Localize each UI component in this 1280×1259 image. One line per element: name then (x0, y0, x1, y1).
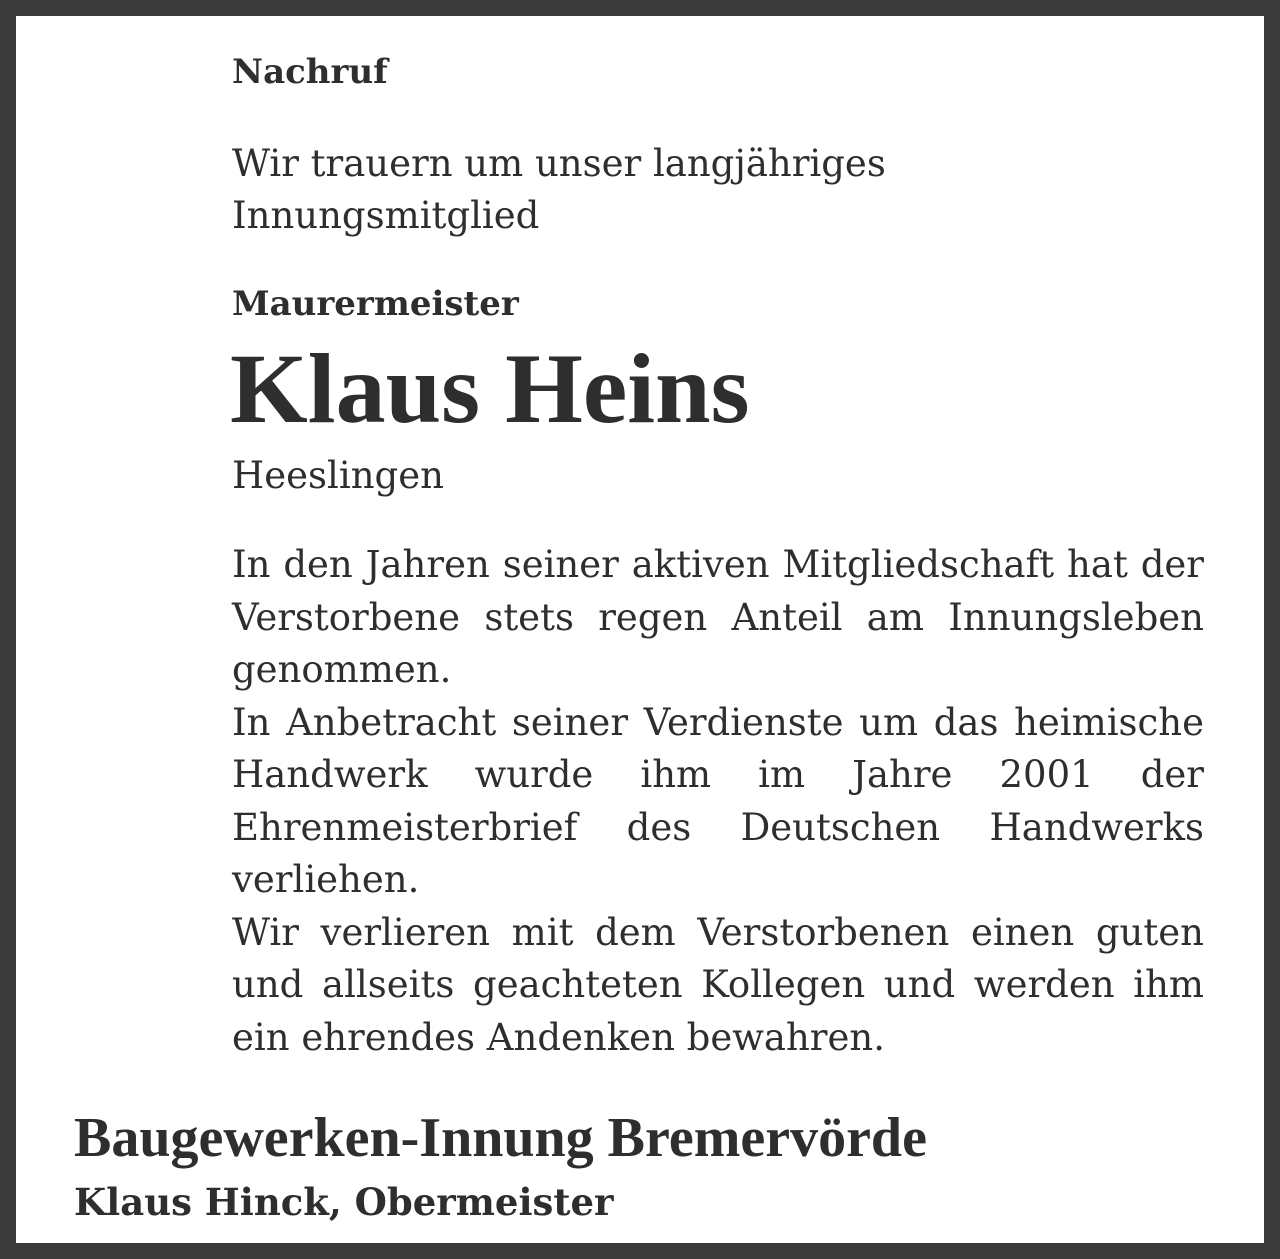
signer-line: Klaus Hinck, Obermeister (74, 1180, 614, 1224)
organization-name: Baugewerken-Innung Bremervörde (74, 1107, 927, 1169)
body-paragraph-2: In Anbetracht seiner Verdienste um das heimische Handwerk wurde ihm im Jahre 2001 der Ehrenmeisterbrief des Deutschen Handwerks verliehen. (232, 700, 1204, 901)
deceased-hometown: Heeslingen (232, 454, 444, 497)
notice-body (232, 539, 1204, 1064)
deceased-name: Klaus Heins (230, 333, 750, 444)
body-paragraph-1: In den Jahren seiner aktiven Mitgliedschaft hat der Verstorbene stets regen Anteil am Innungsleben genommen. (232, 543, 1204, 691)
intro-text: Wir trauern um unser langjähriges Innungsmitglied (232, 142, 886, 237)
deceased-title: Maurermeister (232, 284, 519, 324)
notice-heading: Nachruf (232, 52, 388, 92)
body-paragraph-3: Wir verlieren mit dem Verstorbenen einen guten und allseits geachteten Kollegen und werden ihm ein ehrendes Andenken bewahren. (232, 910, 1204, 1059)
